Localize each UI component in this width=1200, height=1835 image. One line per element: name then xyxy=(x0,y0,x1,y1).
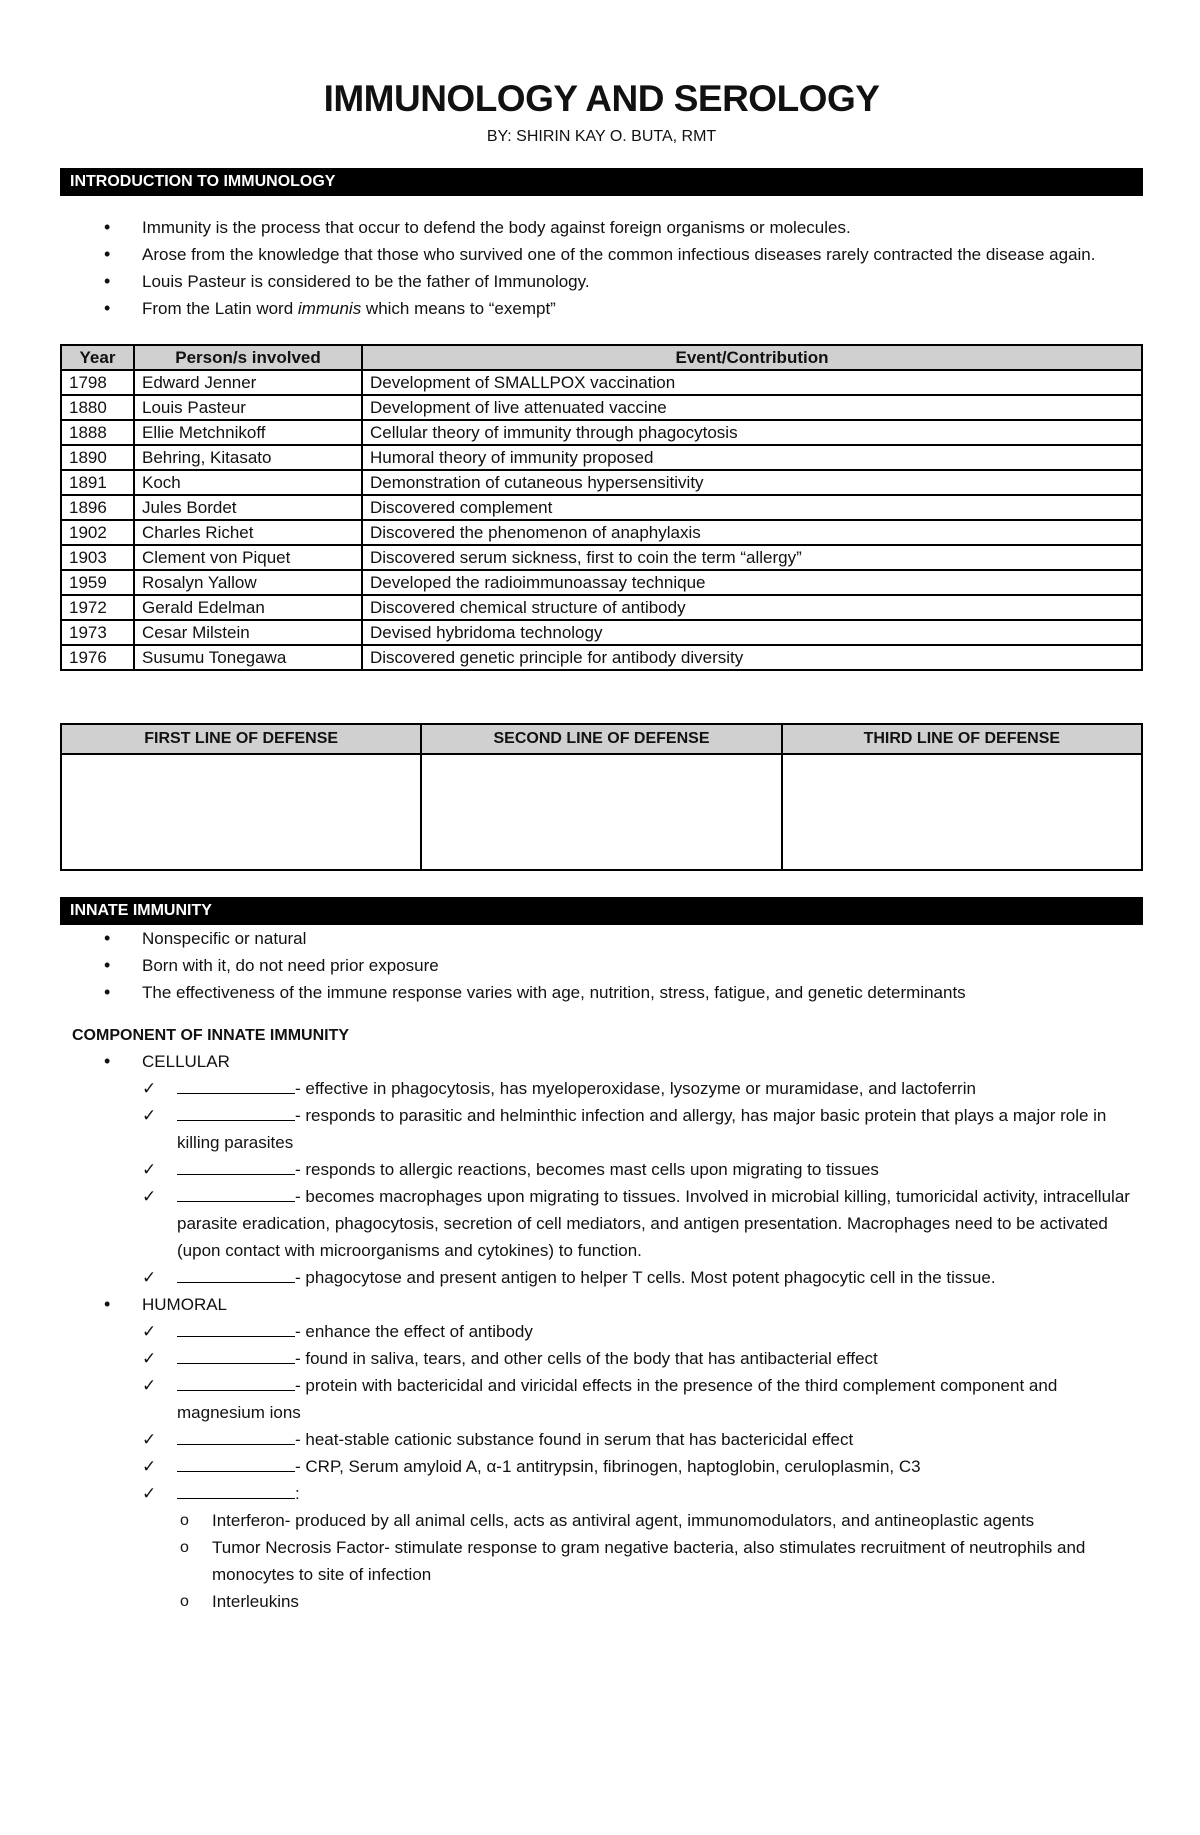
cell-person: Cesar Milstein xyxy=(134,620,362,645)
latin-prefix: From the Latin word xyxy=(142,299,298,318)
circle-bullet-icon: o xyxy=(180,1593,189,1610)
answer-blank xyxy=(177,1076,295,1094)
cell-person: Gerald Edelman xyxy=(134,595,362,620)
checkmark-icon: ✓ xyxy=(142,1187,157,1206)
cell-event: Development of live attenuated vaccine xyxy=(362,395,1142,420)
humoral-group-label: • HUMORAL xyxy=(60,1291,1143,1318)
cell-event: Discovered serum sickness, first to coin the term “allergy” xyxy=(362,545,1142,570)
cell-year: 1976 xyxy=(61,645,134,670)
list-item: ✓ - enhance the effect of antibody xyxy=(60,1318,1143,1345)
cell-year: 1959 xyxy=(61,570,134,595)
list-item: ✓ - becomes macrophages upon migrating to tissues. Involved in microbial killing, tumoricidal activity, intracellular parasite eradication, phagocytosis, secretion of cell mediators, and antigen presentation. Macrophages need to be activated (upon contact with microorganisms and cytokines) to function. xyxy=(60,1183,1143,1264)
list-item: o Interferon- produced by all animal cells, acts as antiviral agent, immunomodulators, and antineoplastic agents xyxy=(60,1507,1143,1534)
table-row xyxy=(61,445,1142,470)
column-header-event: Event/Contribution xyxy=(362,345,1142,370)
cell-person: Charles Richet xyxy=(134,520,362,545)
answer-blank xyxy=(177,1184,295,1202)
circle-bullet-icon: o xyxy=(180,1512,189,1529)
cell-event: Developed the radioimmunoassay technique xyxy=(362,570,1142,595)
cell-person: Behring, Kitasato xyxy=(134,445,362,470)
answer-blank xyxy=(177,1346,295,1364)
table-header-row xyxy=(61,345,1142,370)
answer-blank xyxy=(177,1481,295,1499)
cell-event: Devised hybridoma technology xyxy=(362,620,1142,645)
cell-person: Koch xyxy=(134,470,362,495)
table-row xyxy=(61,545,1142,570)
list-item: ✓ - effective in phagocytosis, has myeloperoxidase, lysozyme or muramidase, and lactoferrin xyxy=(60,1075,1143,1102)
checkmark-icon: ✓ xyxy=(142,1160,157,1179)
cell-year: 1973 xyxy=(61,620,134,645)
cell-year: 1890 xyxy=(61,445,134,470)
circle-bullet-icon: o xyxy=(180,1539,189,1556)
cell-event: Development of SMALLPOX vaccination xyxy=(362,370,1142,395)
cell-year: 1888 xyxy=(61,420,134,445)
answer-blank xyxy=(177,1454,295,1472)
cell-year: 1880 xyxy=(61,395,134,420)
table-row xyxy=(61,370,1142,395)
table-row xyxy=(61,470,1142,495)
answer-blank xyxy=(177,1373,295,1391)
cell-person: Jules Bordet xyxy=(134,495,362,520)
checkmark-icon: ✓ xyxy=(142,1268,157,1287)
cell-person: Ellie Metchnikoff xyxy=(134,420,362,445)
list-item: ✓ - responds to allergic reactions, becomes mast cells upon migrating to tissues xyxy=(60,1156,1143,1183)
table-row xyxy=(61,620,1142,645)
cytokine-list xyxy=(60,1507,1143,1615)
answer-blank xyxy=(177,1427,295,1445)
cell-year: 1891 xyxy=(61,470,134,495)
cell-event: Discovered chemical structure of antibody xyxy=(362,595,1142,620)
column-header-year: Year xyxy=(61,345,134,370)
list-item: ✓ - CRP, Serum amyloid A, α-1 antitrypsin, fibrinogen, haptoglobin, ceruloplasmin, C3 xyxy=(60,1453,1143,1480)
column-header-third-line: THIRD LINE OF DEFENSE xyxy=(782,724,1142,754)
list-item: ✓ - responds to parasitic and helminthic infection and allergy, has major basic protein that plays a major role in killing parasites xyxy=(60,1102,1143,1156)
latin-suffix: which means to “exempt” xyxy=(361,299,556,318)
cell-year: 1972 xyxy=(61,595,134,620)
answer-blank xyxy=(177,1319,295,1337)
document-page xyxy=(60,0,1143,1615)
list-item: o Interleukins xyxy=(60,1588,1143,1615)
answer-blank xyxy=(177,1265,295,1283)
cell-year: 1798 xyxy=(61,370,134,395)
first-line-answer-cell xyxy=(61,754,421,870)
intro-bullet-list xyxy=(60,214,1143,322)
section-heading-introduction: INTRODUCTION TO IMMUNOLOGY xyxy=(60,168,1143,196)
answer-blank xyxy=(177,1157,295,1175)
column-header-second-line: SECOND LINE OF DEFENSE xyxy=(421,724,781,754)
cell-year: 1896 xyxy=(61,495,134,520)
list-item: • Born with it, do not need prior exposure xyxy=(60,952,1143,979)
humoral-checklist xyxy=(60,1318,1143,1507)
table-row xyxy=(61,645,1142,670)
table-row xyxy=(61,420,1142,445)
immunology-timeline-table xyxy=(60,344,1143,671)
cell-person: Clement von Piquet xyxy=(134,545,362,570)
list-item-latin xyxy=(60,295,1143,322)
list-item: o Tumor Necrosis Factor- stimulate response to gram negative bacteria, also stimulates recruitment of neutrophils and monocytes to site of infection xyxy=(60,1534,1143,1588)
list-item: • The effectiveness of the immune response varies with age, nutrition, stress, fatigue, and genetic determinants xyxy=(60,979,1143,1006)
checkmark-icon: ✓ xyxy=(142,1079,157,1098)
cell-person: Rosalyn Yallow xyxy=(134,570,362,595)
cell-event: Discovered complement xyxy=(362,495,1142,520)
list-item: ✓ - phagocytose and present antigen to helper T cells. Most potent phagocytic cell in the tissue. xyxy=(60,1264,1143,1291)
checkmark-icon: ✓ xyxy=(142,1457,157,1476)
checkmark-icon: ✓ xyxy=(142,1430,157,1449)
list-item: • Arose from the knowledge that those who survived one of the common infectious diseases rarely contracted the disease again. xyxy=(60,241,1143,268)
checkmark-icon: ✓ xyxy=(142,1349,157,1368)
cell-event: Humoral theory of immunity proposed xyxy=(362,445,1142,470)
second-line-answer-cell xyxy=(421,754,781,870)
cell-year: 1903 xyxy=(61,545,134,570)
cell-person: Louis Pasteur xyxy=(134,395,362,420)
column-header-person: Person/s involved xyxy=(134,345,362,370)
table-header-row xyxy=(61,724,1142,754)
cellular-group-label: • CELLULAR xyxy=(60,1048,1143,1075)
document-title: IMMUNOLOGY AND SEROLOGY xyxy=(323,78,880,119)
cell-event: Demonstration of cutaneous hypersensitivity xyxy=(362,470,1142,495)
section-heading-innate-immunity: INNATE IMMUNITY xyxy=(60,897,1143,925)
cellular-checklist xyxy=(60,1075,1143,1291)
cell-person: Edward Jenner xyxy=(134,370,362,395)
cell-person: Susumu Tonegawa xyxy=(134,645,362,670)
list-item: • Nonspecific or natural xyxy=(60,925,1143,952)
checkmark-icon: ✓ xyxy=(142,1106,157,1125)
list-item: ✓ - protein with bactericidal and viricidal effects in the presence of the third complement component and magnesium ions xyxy=(60,1372,1143,1426)
list-item: ✓ - heat-stable cationic substance found in serum that has bactericidal effect xyxy=(60,1426,1143,1453)
checkmark-icon: ✓ xyxy=(142,1322,157,1341)
timeline-body xyxy=(61,370,1142,670)
cell-event: Discovered the phenomenon of anaphylaxis xyxy=(362,520,1142,545)
checkmark-icon: ✓ xyxy=(142,1484,157,1503)
answer-blank xyxy=(177,1103,295,1121)
cell-event: Cellular theory of immunity through phagocytosis xyxy=(362,420,1142,445)
table-row xyxy=(61,520,1142,545)
component-heading: COMPONENT OF INNATE IMMUNITY xyxy=(72,1027,350,1044)
column-header-first-line: FIRST LINE OF DEFENSE xyxy=(61,724,421,754)
table-row xyxy=(61,595,1142,620)
third-line-answer-cell xyxy=(782,754,1142,870)
cell-event: Discovered genetic principle for antibody diversity xyxy=(362,645,1142,670)
list-item: • Louis Pasteur is considered to be the father of Immunology. xyxy=(60,268,1143,295)
document-author: BY: SHIRIN KAY O. BUTA, RMT xyxy=(486,128,717,145)
table-row xyxy=(61,395,1142,420)
list-item: • Immunity is the process that occur to defend the body against foreign organisms or molecules. xyxy=(60,214,1143,241)
latin-word: immunis xyxy=(297,299,362,318)
list-item: ✓ - found in saliva, tears, and other cells of the body that has antibacterial effect xyxy=(60,1345,1143,1372)
table-row xyxy=(61,495,1142,520)
cell-year: 1902 xyxy=(61,520,134,545)
checkmark-icon: ✓ xyxy=(142,1376,157,1395)
table-row xyxy=(61,570,1142,595)
list-item: ✓ : xyxy=(60,1480,1143,1507)
innate-bullet-list xyxy=(60,925,1143,1006)
table-row xyxy=(61,754,1142,870)
lines-of-defense-table xyxy=(60,723,1143,871)
